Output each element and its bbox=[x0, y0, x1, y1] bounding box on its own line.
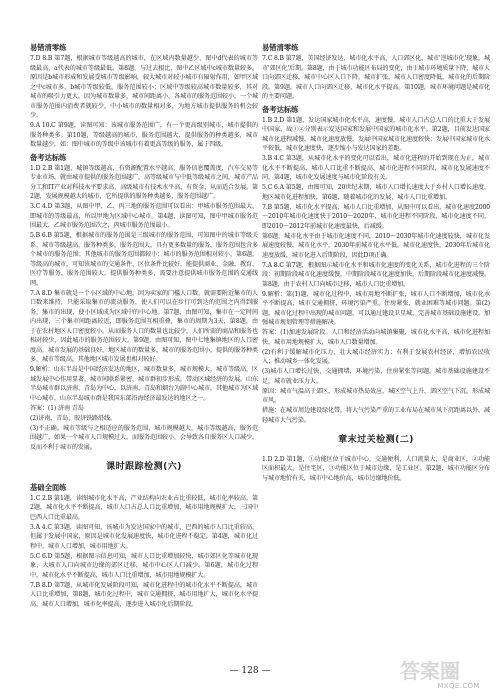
answer-paragraph: 9.A 10.C 第9题，读图可知：该城市服务范围广，有一个更高级别城市，城市提供的服务种类多。第10题，等级越高的城市，服务范围越大，提供服务的种类越多，城市数量越少，如：图中城市的等级中该城市有着更高等级的服务，属于四级。 bbox=[30, 122, 258, 148]
test-title: 章末过关检测(二) bbox=[338, 435, 414, 445]
answer-paragraph: 第6题，城市化水平由于城市化速度不同，2010～2030年城市化速度较快，城市化发展速度较慢，城市化水平，2030年前城市化水平低，城市化速度快，2030年后城市化速度放缓，城市化进入后期阶段，因此D项正确。 bbox=[262, 232, 490, 259]
answer-paragraph: 7.A 8.C 第7题，根据图示城市化水平和城市化速度的变化关系，城市化进程的三个阶段：初期阶段城市化速度缓慢，中期阶段城市化速度加快，后期阶段城市化速度减慢。第8题，由于农村人口向城市迁移，城市人口比重增加。 bbox=[262, 261, 490, 288]
answer-paragraph: 答案：(1)加速发展阶段。人口和经济活动向城镇集聚，城市化水平高，城市化进程加快，城市用地规模扩大，城市人口数量增加。 bbox=[262, 329, 490, 346]
page-number: — 128 — bbox=[229, 666, 271, 676]
answer-paragraph: 措施：在城市周边建设绿化带，将大气污染严重的工业布局在城市风下沉距离以外，减轻城市大气污染。 bbox=[262, 407, 490, 424]
answer-paragraph: 1.C 2.B 第1题，读图城市化水平高，产业结构向农业占比重较低，城市化率较高。第2题，城市化水平不断提高，城市人口占总人口比重增加，城市用地规模扩大，三国中巴西人口比重最高。 bbox=[30, 494, 258, 521]
answer-paragraph: 原因：城市气温高于郊区，形成城市热岛效应，城区空气上升，郊区空气下沉，形成城市风。 bbox=[262, 387, 490, 404]
section-heading: 易错清零练 bbox=[262, 43, 299, 52]
section-heading: 易错清零练 bbox=[30, 43, 67, 52]
answer-paragraph: 7.C 8.B 第7题，美国经济发达，城市化水平高，人口郊区化，城市'逆城市化'现象，城市'郊区化'后期。第8题，由于城市功能区布局的变化，由于城市环境质量下降，城市人口向郊区迁移，城市中心区人口下降，城市扩张，城市人口密度降低，城市化的后期阶段。第9题，城市人口向郊区迁移，城市化水平提高。第10题，城市环境问题是城市化的主要问题。 bbox=[262, 55, 490, 100]
svg-text:答案圈: 答案圈 bbox=[400, 659, 460, 683]
answer-paragraph: 3.C 4.D 第3题，从图中甲、乙、丙三地的服务范围可以看出：甲城市服务范围最大，即城市的等级最高，所以甲地为区域中心城市。第4题，读图可知，图中甲城市服务范围最大，乙城市服务范围次之，丙城市服务范围最小。 bbox=[30, 203, 258, 229]
answer-paragraph: 7.A 8.D 集市就是一个小区域的中心地。因为卖家的门槛人口数，就需要附近集市的人口数来维持，只能采取集市的流动服务，使人们可以在步行可到达的范围之内得到服务，集市的出现，使小区域成为区域中的中心地。第7题，由图可知，集市在一定时间内出现，三个集市间距离较近，即服务范围互相重叠，集市的周期为3天，第8题，由于在农村地区人口密度较小，从而服务人口的数量也比较少，人们所需的商品和服务也相对较少，因此城市的服务范围较大。第9题，由图可知，图中七地集镇地区的人口密度高，城市发展的基础良好，地区城市的数量多，城市的服务范围小，提供的服务种类多，城市等级高，其他地区城市发展也相对较好。 bbox=[30, 289, 258, 363]
answer-paragraph: (2)有利于缓解城市化压力，壮大城市经济实力；有利于发展农村经济，增加农民收入；推动城乡一体化发展。 bbox=[262, 348, 490, 365]
answer-paragraph: 7.B 8.D 第7题，从城市化发展阶段可知，城市化进程中的城市化水平不断提高，城市人口比重增加，第8题，城市化过程中，城市交通拥挤，城市用地扩大，城市化水平提高，城市人口增加，城市化率提高，逐步进入城市化后期阶段。 bbox=[30, 581, 258, 608]
answer-paragraph: (3)城市人口增长过快，交通拥堵，环境污染，住房紧张等问题。城市基础设施建设不足，城市就业压力大。 bbox=[262, 368, 490, 385]
answer-paragraph: 3.A 4.C 第3题，读图可知，该城市为发达国家中的城市，巴西的城市人口比重较高，但属于发展中国家，原因是城市化发展速度快，城市化进程不稳定。第4题，城市化过程中，城市人口增加，城市用地扩大。 bbox=[30, 523, 258, 550]
answer-paragraph: 1.D 2.B 第1题，城镇等级越高，有资源配置水平越高，服务信息覆盖度，汽车交易等专业市场，就由城市提供的服务范围越广，高等级城市与中低等级城市之间，城市产品分工和IT产业对科技水平要求高，高级城市有技术水平高、有资金，从而适合发展。第2题，发展规模越大的城市，它所提供的服务种类越多，服务范围越广。 bbox=[30, 164, 258, 200]
answer-paragraph: 5.B 6.B 第5题，根据城市的服务范围是三级城市的服务范围，可知图中的城市等级关系，城市等级越高，服务种类多，服务范围大，具有更多数量的服务，服务范围包含多个城市的服务范围；其他城市的服务范围都较小；城市的服务范围相对较小，第6题，等级高的城市，可知该城市的交通条件、区位条件比较好，能提供商业、金融、教育、医疗等服务，服务范围较大，提供服务种类多，需要注意提供城市服务范围的交通线网。 bbox=[30, 232, 258, 287]
section-heading: 基础全面练 bbox=[30, 482, 67, 492]
watermark-url: MXQE.COM bbox=[437, 682, 480, 690]
left-column bbox=[30, 40, 258, 610]
answer-paragraph: 9.解析：山东半岛是中国经济发达的地区，城市数量多，城市规模大，城市等级高，区域发展中心作用显著，城市间联系紧密，城市群初步形成，带动区域经济的发展。山东半岛城市群以济南、青岛为中心，以济南、青岛和烟台为副中心城市，其他城市为区域中心城市。山东半岛城市群是我国东部沿海经济最发达的地区之一。 bbox=[30, 366, 258, 402]
answer-paragraph: 9.解析：第(1)题，城市化过程中，城市用地不断扩张，城市人口不断增加，城市化水平不断提高，城市交通拥挤，环境污染严重，住房紧张，就业困难等城市问题。第(2)题，城市化过程中出现的城市问题，可以通过建设卫星城，完善城市基础设施建设，加强城市规划管理等措施解决。 bbox=[262, 290, 490, 326]
section-heading: 备考达标练 bbox=[30, 152, 67, 162]
answer-paragraph: 3.B 4.C 第3题，从城市化水平的变化可以看出，城市化进程的开始到现在为止，城市化水平不断提高，城市人口比重不断提高，城市化进程不同阶段，城市化发展速度不同。第4题，城市化发展速度与城市化阶段有关。 bbox=[262, 155, 490, 181]
answer-paragraph: 1.D 2.D 第1题，①功能区位于城市中心，交通便利，人口流量大，是商业区，②功能区面积最大，是住宅区，③功能区位于城市边缘，是工业区。第2题，城市功能区分布与城市地价有关，城市中心地价高，城市边缘地价低。 bbox=[262, 455, 490, 482]
answer-paragraph: 7.D 8.B 第7题，根据城市等级越高的城市，在区域内数量越少，图中d代表的城市等级最高，a代表的城市等级最低。第8题，与过去相比，图中乙区域中c城市数量较多，原因是b城市形成和发展受城市等级影响，较大城市对较小城市有辐射作用，如甲区域之中c城市多，b城市等级较低，服务范围较小；区域中等级较高城市数量较多，其对城市的吸引力更大，因为城市数量多，城市间距离小，各城市的服务范围较小，一个城市服务范围内消费者就较少，中小城市的数量相对多，为地方城市提供服务的机会较少。 bbox=[30, 55, 258, 119]
answer-paragraph: 答案：(1) 济南 青岛 bbox=[30, 404, 84, 412]
right-column bbox=[262, 40, 490, 484]
answer-paragraph: (2)济南、青岛，胶济铁路沿线。 bbox=[30, 414, 116, 422]
section-heading: 备考达标练 bbox=[262, 104, 299, 114]
answer-paragraph: 5.C 6.D 第5题，根据图示信息可知，城市人口比重增加较快，城市郊区化等城市化现象，大城市人口向城市边缘的郊区迁移，城市中心区人口减少。第6题，城市化过程中，城市化水平不断提高，城市人口比重增加，城市用地规模扩大。 bbox=[30, 552, 258, 579]
answer-paragraph: 7.B 第5题，城市化水平提高，城市人口比重增加，从图中可以看出，城市化速度2000～2010年城市化速度快于2010～2020年，城市化进程不同阶段，城市化速度不同，即2010～2012年前城市化速度最快，后减缓。 bbox=[262, 203, 490, 230]
test-title: 课时跟踪检测(六) bbox=[106, 462, 182, 472]
answer-paragraph: 1.B 2.D 第1题，发达国家城市化水平高，速度慢，城市人口占总人口的比重大于发展中国家，故①②分别表示发达国家和发展中国家的城市化水平。第2题，目前发达国家城市化进程减慢，城市化速度放慢，发展中国家城市化速度较快；发展中国家城市化水平较低，城市化速度快，逐步缩小与发达国家的差距。 bbox=[262, 116, 490, 152]
answer-paragraph: (3)不正确。城市等级与之相适应的服务范围，城市规模越大，城市等级越高，服务范围越广，如果一个城市人口规模过大，而服务范围较小，会导致各自服务区人口减少，反而不利于城市的发展。 bbox=[30, 424, 258, 451]
answer-paragraph: 5.C 6.A 第5题，由图可知，20世纪末期，城市人口增长速度大于乡村人口增长速度，地区城市化进程加快，第6题，随着城市化的发展，城市人口比重增加。 bbox=[262, 184, 490, 201]
